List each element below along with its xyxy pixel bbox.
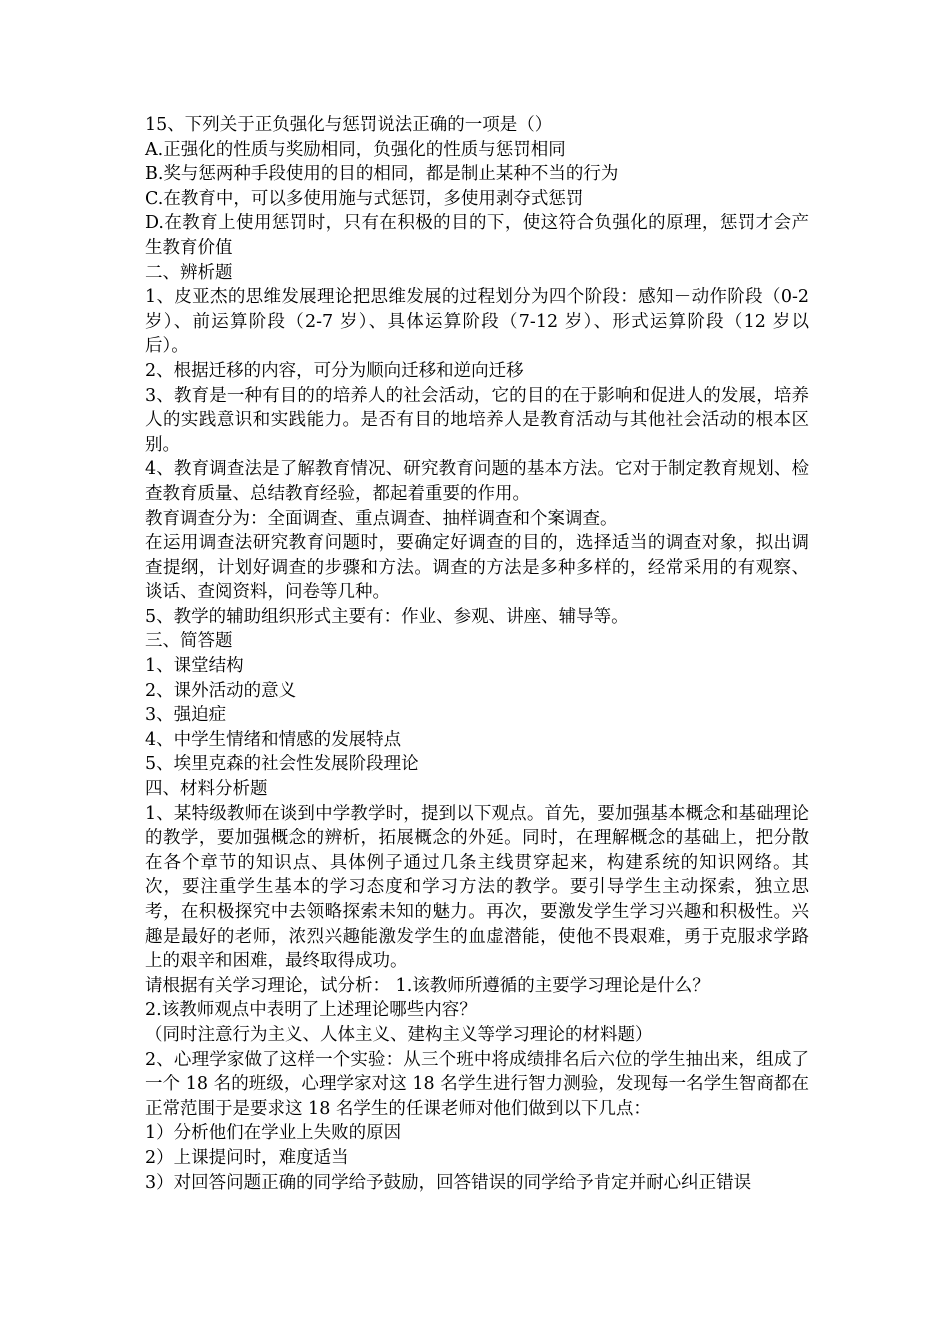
short-answer-item-4: 4、中学生情绪和情感的发展特点 [145, 729, 402, 750]
material-item-2-point-2: 2）上课提问时，难度适当 [145, 1147, 349, 1168]
question-15-option-a: A.正强化的性质与奖励相同，负强化的性质与惩罚相同 [145, 139, 566, 160]
short-answer-item-3: 3、强迫症 [145, 705, 227, 726]
material-item-1-question-2: 2.该教师观点中表明了上述理论哪些内容？ [145, 1000, 477, 1021]
analysis-item-3: 3、教育是一种有目的的培养人的社会活动，它的目的在于影响和促进人的发展，培养人的实践意识和实践能力。是否有目的地培养人是教育活动与其他社会活动的根本区别。 [145, 385, 809, 455]
question-15-option-d: D.在教育上使用惩罚时，只有在积极的目的下，使这符合负强化的原理，惩罚才会产生教育价值 [145, 213, 809, 258]
short-answer-item-5: 5、埃里克森的社会性发展阶段理论 [145, 754, 419, 775]
question-15-option-c: C.在教育中，可以多使用施与式惩罚，多使用剥夺式惩罚 [145, 188, 584, 209]
analysis-item-5: 5、教学的辅助组织形式主要有：作业、参观、讲座、辅导等。 [145, 606, 629, 627]
section-heading-material: 四、材料分析题 [145, 779, 268, 800]
analysis-item-4-method: 在运用调查法研究教育问题时，要确定好调查的目的，选择适当的调查对象，拟出调查提纲，计划好调查的步骤和方法。调查的方法是多种多样的，经常采用的有观察、谈话、查阅资料，问卷等几种。 [145, 533, 809, 603]
analysis-item-4: 4、教育调查法是了解教育情况、研究教育问题的基本方法。它对于制定教育规划、检查教育质量、总结教育经验，都起着重要的作用。 [145, 459, 809, 504]
short-answer-item-1: 1、课堂结构 [145, 656, 244, 677]
section-heading-short-answer: 三、简答题 [145, 631, 233, 652]
analysis-item-2: 2、根据迁移的内容，可分为顺向迁移和逆向迁移 [145, 360, 524, 381]
material-item-2: 2、心理学家做了这样一个实验：从三个班中将成绩排名后六位的学生抽出来，组成了一个 18 名的班级，心理学家对这 18 名学生进行智力测验，发现每一名学生智商都在正常范围于是要求这 18 名学生的任课老师对他们做到以下几点： [145, 1049, 809, 1119]
analysis-item-4-types: 教育调查分为：全面调查、重点调查、抽样调查和个案调查。 [145, 508, 618, 529]
material-item-2-point-1: 1）分析他们在学业上失败的原因 [145, 1123, 402, 1144]
analysis-item-1: 1、皮亚杰的思维发展理论把思维发展的过程划分为四个阶段：感知－动作阶段（0-2 岁）、前运算阶段（2-7 岁）、具体运算阶段（7-12 岁）、形式运算阶段（12 岁以后）。 [145, 287, 809, 357]
material-item-1: 1、某特级教师在谈到中学教学时，提到以下观点。首先，要加强基本概念和基础理论的教学，要加强概念的辨析，拓展概念的外延。同时，在理解概念的基础上，把分散在各个章节的知识点、具体例子通过几条主线贯穿起来，构建系统的知识网络。其次，要注重学生基本的学习态度和学习方法的教学。要引导学生主动探索，独立思考，在积极探究中去领略探索未知的魅力。再次，要激发学生学习兴趣和积极性。兴趣是最好的老师，浓烈兴趣能激发学生的血虚潜能，使他不畏艰难，勇于克服求学路上的艰辛和困难，最终取得成功。 [145, 803, 809, 972]
short-answer-item-2: 2、课外活动的意义 [145, 680, 297, 701]
section-heading-analysis: 二、辨析题 [145, 262, 233, 283]
material-item-1-question-1: 请根据有关学习理论，试分析： 1.该教师所遵循的主要学习理论是什么？ [145, 975, 710, 996]
document-body [145, 113, 809, 1195]
material-item-2-point-3: 3）对回答问题正确的同学给予鼓励，回答错误的同学给予肯定并耐心纠正错误 [145, 1172, 752, 1193]
question-15-option-b: B.奖与惩两种手段使用的目的相同，都是制止某种不当的行为 [145, 164, 619, 185]
material-item-1-note: （同时注意行为主义、人体主义、建构主义等学习理论的材料题） [145, 1024, 653, 1045]
question-15-stem: 15、下列关于正负强化与惩罚说法正确的一项是（） [145, 115, 553, 135]
